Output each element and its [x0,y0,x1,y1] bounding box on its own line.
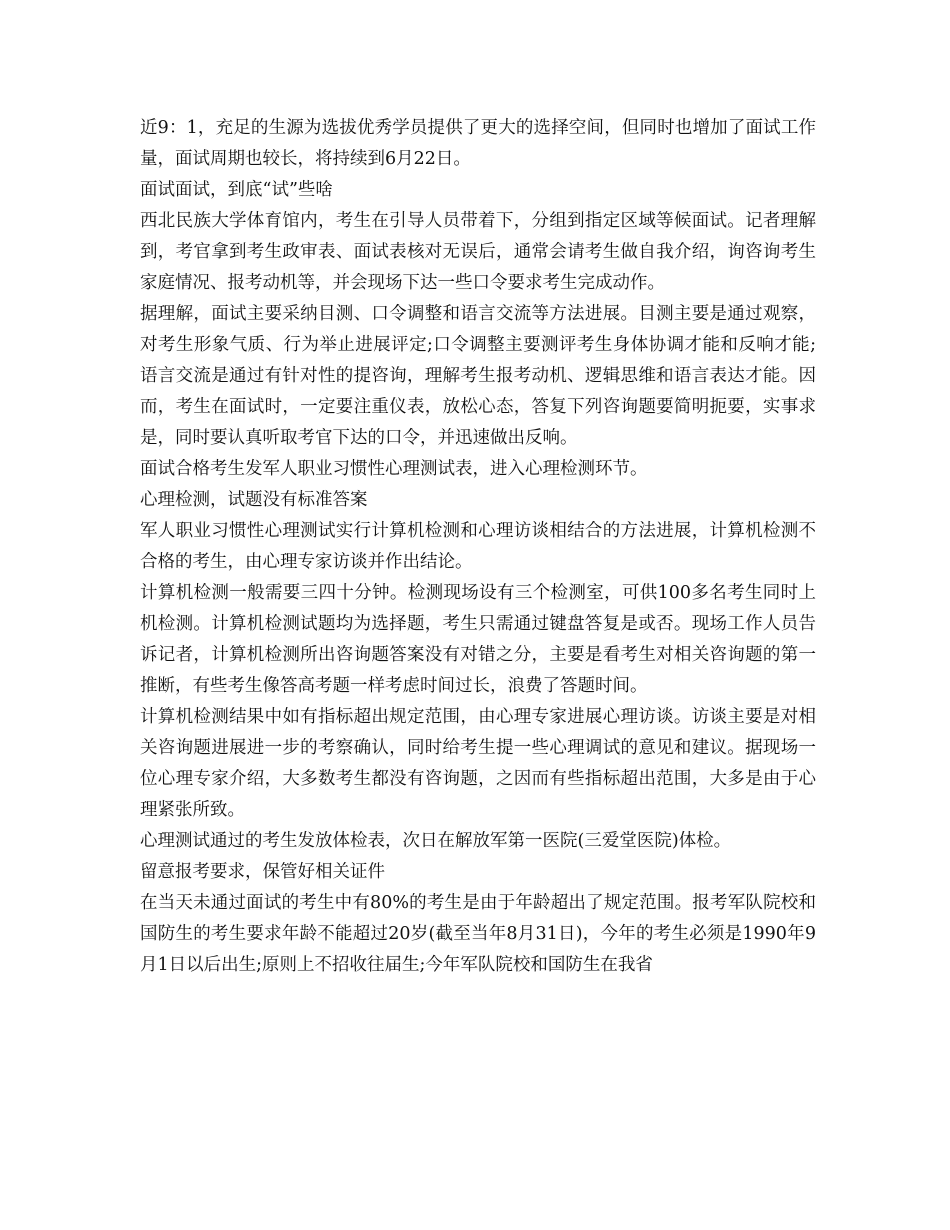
document-body [140,113,816,981]
paragraph-physical-exam: 心理测试通过的考生发放体检表，次日在解放军第一医院(三爱堂医院)体检。 [140,831,732,851]
section-heading-psych-test: 心理检测，试题没有标准答案 [140,490,368,510]
paragraph-computer-test: 计算机检测一般需要三四十分钟。检测现场设有三个检测室，可供100多名考生同时上机检测。计算机检测试题均为选择题，考生只需通过键盘答复是或否。现场工作人员告诉记者，计算机检测所出咨询题答案没有对错之分，主要是看考生对相关咨询题的第一推断，有些考生像答高考题一样考虑时间过长，浪费了答题时间。 [140,583,816,696]
paragraph-intro-continued: 近9：1，充足的生源为选拔优秀学员提供了更大的选择空间，但同时也增加了面试工作量，面试周期也较长，将持续到6月22日。 [140,118,816,169]
paragraph-interview-process: 西北民族大学体育馆内，考生在引导人员带着下，分组到指定区域等候面试。记者理解到，考官拿到考生政审表、面试表核对无误后，通常会请考生做自我介绍，询咨询考生家庭情况、报考动机等，并会现场下达一些口令要求考生完成动作。 [140,211,816,293]
paragraph-psych-interview: 计算机检测结果中如有指标超出规定范围，由心理专家进展心理访谈。访谈主要是对相关咨询题进展进一步的考察确认，同时给考生提一些心理调试的意见和建议。据现场一位心理专家介绍，大多数考生都没有咨询题，之因而有些指标超出范围，大多是由于心理紧张所致。 [140,707,816,820]
section-heading-requirements: 留意报考要求，保管好相关证件 [140,862,385,882]
paragraph-age-requirements: 在当天未通过面试的考生中有80%的考生是由于年龄超出了规定范围。报考军队院校和国防生的考生要求年龄不能超过20岁(截至当年8月31日)，今年的考生必须是1990年9月1日以后出生;原则上不招收往届生;今年军队院校和国防生在我省 [140,893,816,975]
paragraph-interview-methods: 据理解，面试主要采纳目测、口令调整和语言交流等方法进展。目测主要是通过观察，对考生形象气质、行为举止进展评定;口令调整主要测评考生身体协调才能和反响才能;语言交流是通过有针对性的提咨询，理解考生报考动机、逻辑思维和语言表达才能。因而，考生在面试时，一定要注重仪表，放松心态，答复下列咨询题要简明扼要，实事求是，同时要认真听取考官下达的口令，并迅速做出反响。 [140,304,816,448]
section-heading-interview: 面试面试，到底“试”些啥 [140,180,333,200]
paragraph-interview-pass: 面试合格考生发军人职业习惯性心理测试表，进入心理检测环节。 [140,459,648,479]
paragraph-psych-test-method: 军人职业习惯性心理测试实行计算机检测和心理访谈相结合的方法进展，计算机检测不合格的考生，由心理专家访谈并作出结论。 [140,521,816,572]
